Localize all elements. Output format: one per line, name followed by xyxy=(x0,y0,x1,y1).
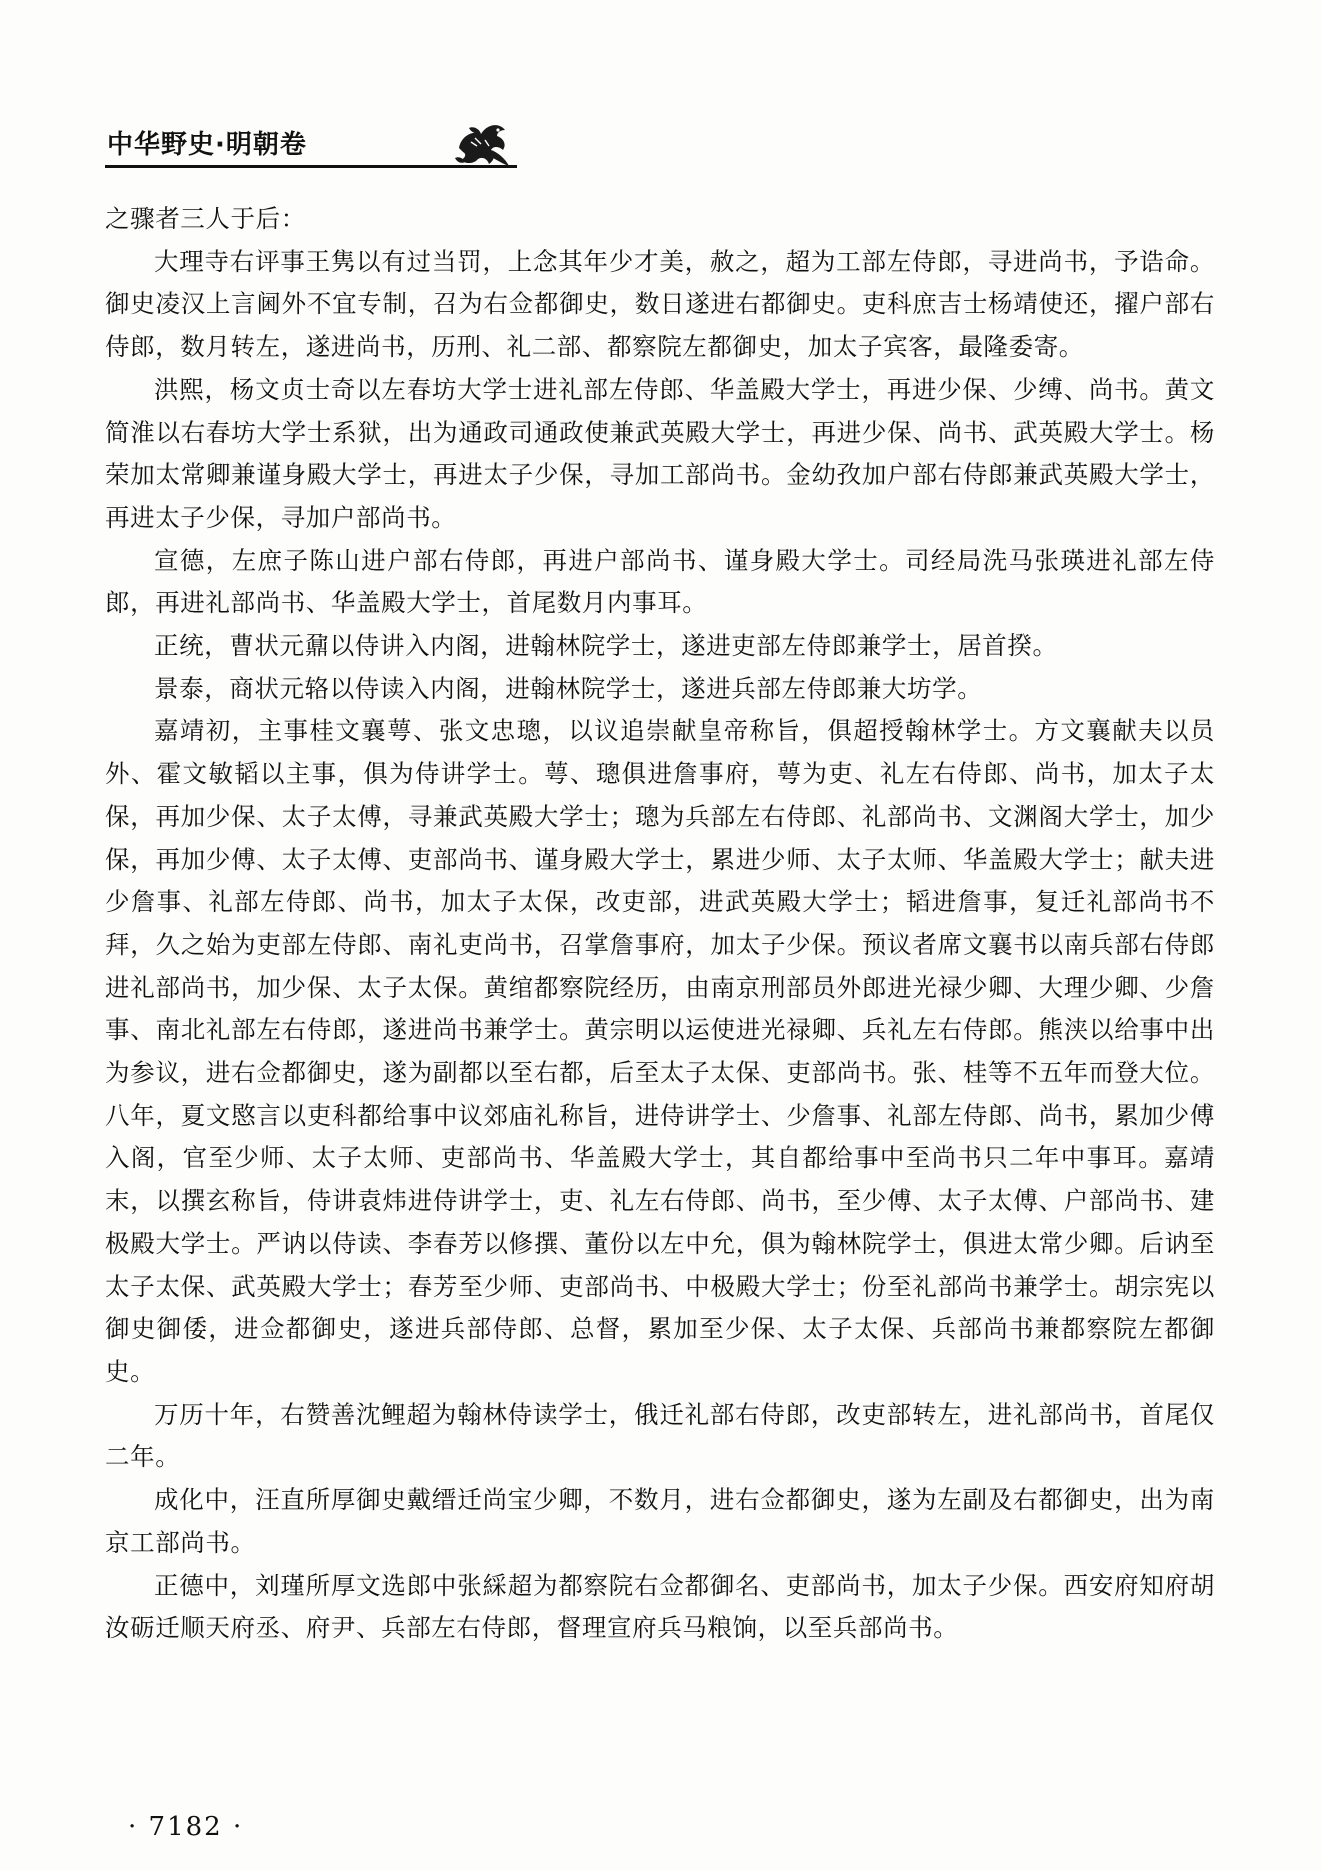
paragraph: 景泰，商状元辂以侍读入内阁，进翰林院学士，遂进兵部左侍郎兼大坊学。 xyxy=(154,673,983,703)
paragraph: 之骤者三人于后： xyxy=(105,204,306,233)
dragon-emblem-icon xyxy=(451,118,513,170)
paragraph: 宣德，左庶子陈山进户部右侍郎，再进户部尚书、谨身殿大学士。司经局洗马张瑛进礼部左侍郎，再进礼部尚书、华盖殿大学士，首尾数月内事耳。 xyxy=(105,545,1215,618)
body-text xyxy=(105,198,1215,1650)
paragraph: 成化中，汪直所厚御史戴缙迁尚宝少卿，不数月，进右佥都御史，遂为左副及右都御史，出为南京工部尚书。 xyxy=(105,1485,1215,1557)
paragraph: 大理寺右评事王隽以有过当罚，上念其年少才美，赦之，超为工部左侍郎，寻进尚书，予诰命。御史凌汉上言阃外不宜专制，召为右佥都御史，数日遂进右都御史。吏科庶吉士杨靖使还，擢户部右侍郎，数月转左，遂进尚书，历刑、礼二部、都察院左都御史，加太子宾客，最隆委寄。 xyxy=(105,246,1215,362)
page-number: · 7182 · xyxy=(128,1812,244,1842)
paragraph: 洪熙，杨文贞士奇以左春坊大学士进礼部左侍郎、华盖殿大学士，再进少保、少缚、尚书。黄文简淮以右春坊大学士系狱，出为通政司通政使兼武英殿大学士，再进少保、尚书、武英殿大学士。杨荣加太常卿兼谨身殿大学士，再进太子少保，寻加工部尚书。金幼孜加户部右侍郎兼武英殿大学士，再进太子少保，寻加户部尚书。 xyxy=(105,374,1215,532)
paragraph: 嘉靖初，主事桂文襄萼、张文忠璁，以议追崇献皇帝称旨，俱超授翰林学士。方文襄献夫以员外、霍文敏韬以主事，俱为侍讲学士。萼、璁俱进詹事府，萼为吏、礼左右侍郎、尚书，加太子太保，再加少保、太子太傅，寻兼武英殿大学士；璁为兵部左右侍郎、礼部尚书、文渊阁大学士，加少保，再加少傅、太子太傅、吏部尚书、谨身殿大学士，累进少师、太子太师、华盖殿大学士；献夫进少詹事、礼部左侍郎、尚书，加太子太保，改吏部，进武英殿大学士；韬进詹事，复迁礼部尚书不拜，久之始为吏部左侍郎、南礼吏尚书，召掌詹事府，加太子少保。预议者席文襄书以南兵部右侍郎进礼部尚书，加少保、太子太保。黄绾都察院经历，由南京刑部员外郎进光禄少卿、大理少卿、少詹事、南北礼部左右侍郎，遂进尚书兼学士。黄宗明以运使进光禄卿、兵礼左右侍郎。熊浃以给事中出为参议，进右佥都御史，遂为副都以至右都，后至太子太保、吏部尚书。张、桂等不五年而登大位。八年，夏文愍言以吏科都给事中议郊庙礼称旨，进侍讲学士、少詹事、礼部左侍郎、尚书，累加少傅入阁，官至少师、太子太师、吏部尚书、华盖殿大学士，其自都给事中至尚书只二年中事耳。嘉靖末，以撰玄称旨，侍讲袁炜进侍讲学士，吏、礼左右侍郎、尚书，至少傅、太子太傅、户部尚书、建极殿大学士。严讷以侍读、李春芳以修撰、董份以左中允，俱为翰林院学士，俱进太常少卿。后讷至太子太保、武英殿大学士；春芳至少师、吏部尚书、中极殿大学士；份至礼部尚书兼学士。胡宗宪以御史御倭，进佥都御史，遂进兵部侍郎、总督，累加至少保、太子太保、兵部尚书兼都察院左都御史。 xyxy=(105,716,1215,1386)
paragraph: 正德中，刘瑾所厚文选郎中张綵超为都察院右佥都御名、吏部尚书，加太子少保。西安府知府胡汝砺迁顺天府丞、府尹、兵部左右侍郎，督理宣府兵马粮饷，以至兵部尚书。 xyxy=(105,1570,1215,1643)
header-rule xyxy=(105,165,517,168)
paragraph: 万历十年，右赞善沈鲤超为翰林侍读学士，俄迁礼部右侍郎，改吏部转左，进礼部尚书，首尾仅二年。 xyxy=(105,1399,1215,1472)
paragraph: 正统，曹状元鼐以侍讲入内阁，进翰林院学士，遂进吏部左侍郎兼学士，居首揆。 xyxy=(154,631,1058,661)
running-header-title: 中华野史·明朝卷 xyxy=(107,130,307,160)
